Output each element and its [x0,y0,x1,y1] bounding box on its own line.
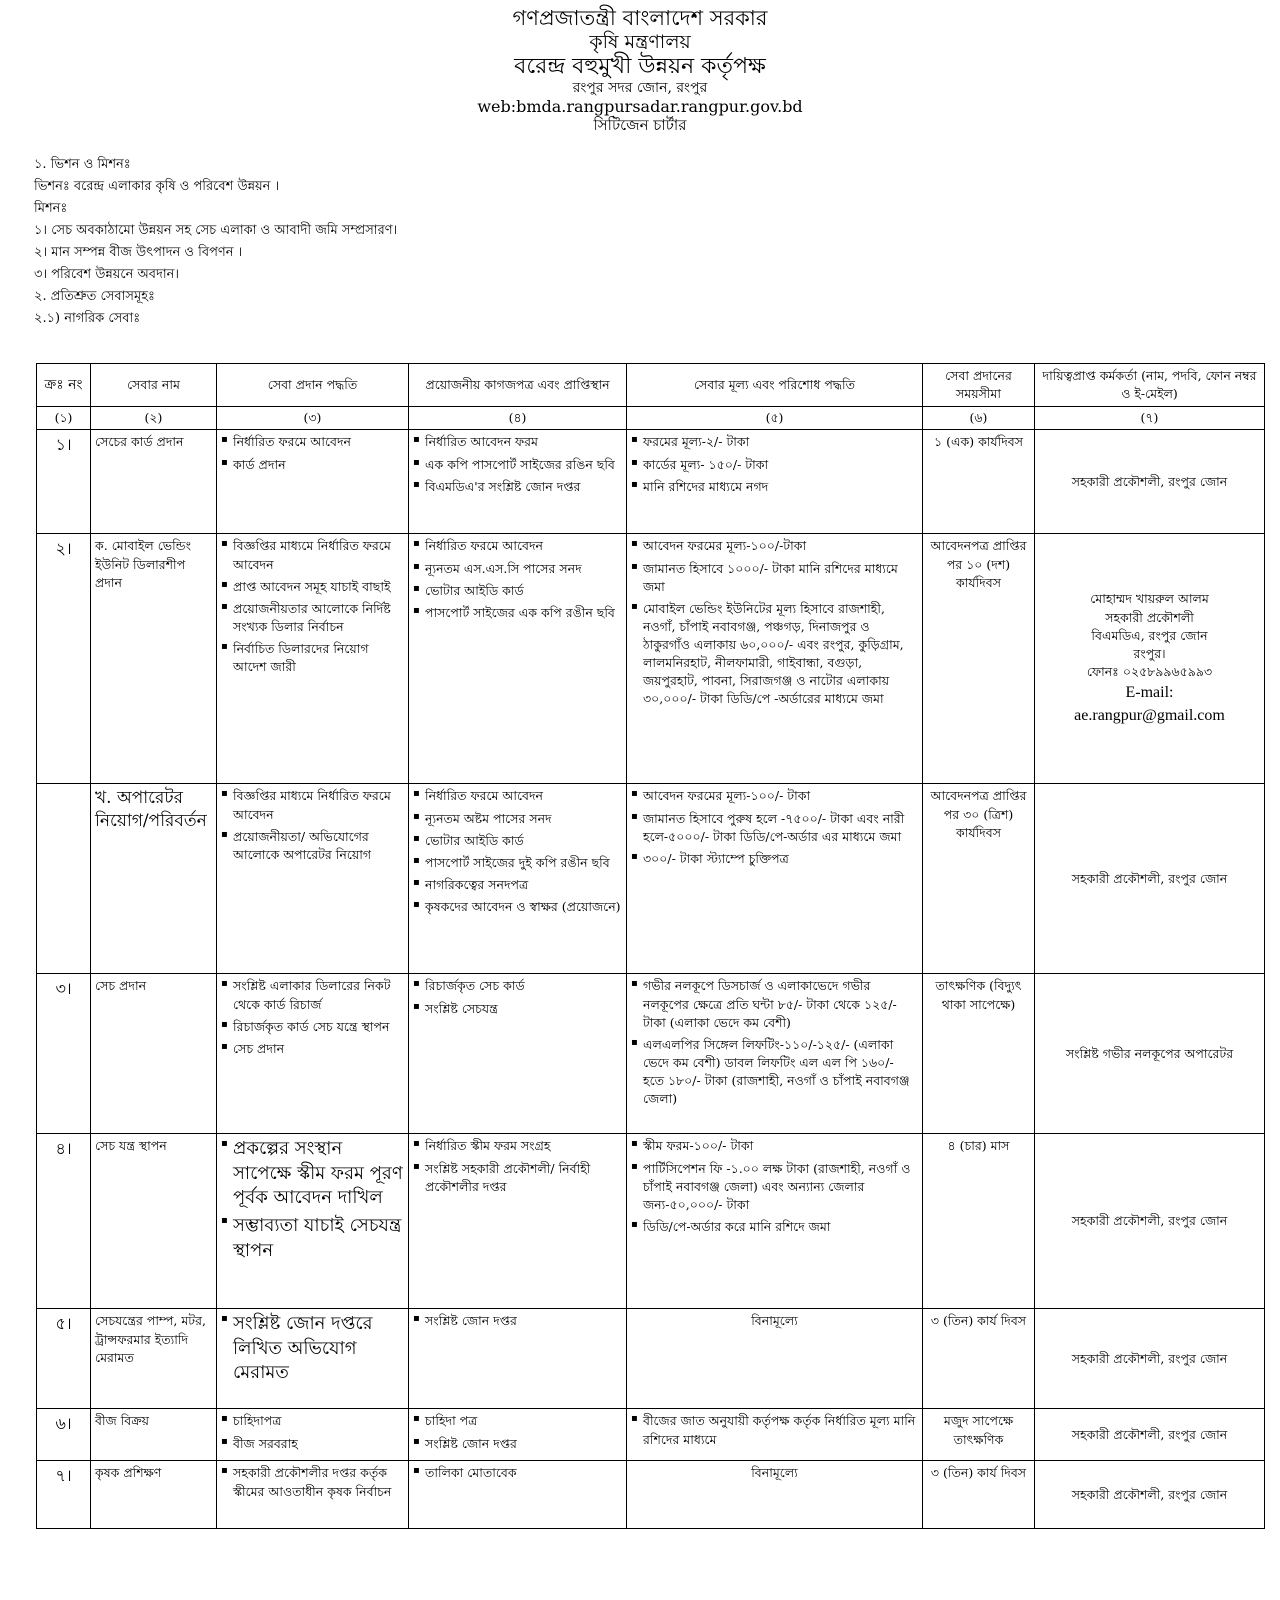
list-item: ▪ সংশ্লিষ্ট এলাকার ডিলারের নিকট থেকে কার্ড রিচার্জ [233,977,404,1013]
documents-cell [409,534,627,784]
list-item: ▪ ভোটার আইডি কার্ড [425,832,622,850]
vision-text: ভিশনঃ বরেন্দ্র এলাকার কৃষি ও পরিবেশ উন্নয়ন । [34,179,280,194]
list-item: ▪ বিজ্ঞপ্তির মাধ্যমে নির্ধারিত ফরমে আবেদন [233,787,404,823]
officer-designation: সহকারী প্রকৌশলী [1105,609,1194,625]
documents-cell [409,1309,627,1409]
list-item: ▪ নাগরিকত্বের সনদপত্র [425,876,622,894]
fee-cell [627,1134,923,1309]
table-row [37,784,1265,974]
list-item: ▪ ন্যূনতম এস.এস.সি পাসের সনদ [425,560,622,578]
officer-city: রংপুর। [1133,645,1166,661]
list-item: ▪ চাহিদা পত্র [425,1412,622,1430]
vision-mission-heading: ১. ভিশন ও মিশনঃ [34,157,131,172]
list-item: ▪ গভীর নলকূপে ডিসচার্জ ও এলাকাভেদে গভীর নলকূপের ক্ষেত্রে প্রতি ঘন্টা ৮৫/- টাকা থেকে ১২৫/- টাকা (এলাকা ভেদে কম বেশী) [643,977,918,1031]
list-item: ▪ মানি রশিদের মাধ্যমে নগদ [643,478,918,496]
list-item: ▪ নির্বাচিত ডিলারদের নিয়োগ আদেশ জারী [233,640,404,676]
list-item: ▪ ডিডি/পে-অর্ডার করে মানি রশিদে জমা [643,1218,918,1236]
serial-cell: ৭। [37,1461,91,1529]
list-item: ▪ জামানত হিসাবে পুরুষ হলে -৭৫০০/- টাকা এবং নারী হলে-৫০০০/- টাকা ডিডি/পে-অর্ডার এর মাধ্যমে জমা [643,810,918,846]
method-cell [217,1134,409,1309]
serial-cell: ৩। [37,974,91,1134]
officer-name: মোহাম্মদ খায়রুল আলম [1090,591,1209,607]
zone-name: রংপুর সদর জোন, রংপুর [572,80,708,97]
time-limit-cell: ৪ (চার) মাস [923,1134,1035,1309]
fee-cell [627,534,923,784]
list-item: ▪ সংশ্লিষ্ট জোন দপ্তর [425,1312,622,1330]
service-name-cell: বীজ বিক্রয় [91,1409,217,1461]
list-item: ▪ মোবাইল ভেন্ডিং ইউনিটের মূল্য হিসাবে রাজশাহী, নওগাঁ, চাঁপাই নবাবগঞ্জ, পঞ্চগড়, দিনাজপুর ও ঠাকুরগাঁও এলাকায় ৬০,০০০/- এবং রংপুর, কুড়িগ্রাম, লালমনিরহাট, নীলফামারী, গাইবান্ধা, বগুড়া, জয়পুরহাট, পাবনা, সিরাজগঞ্জ ও নাটোর এলাকায় ৩০,০০০/- টাকা ডিডি/পে -অর্ডারের মাধ্যমে জমা [643,600,918,709]
table-row [37,1409,1265,1461]
documents-cell [409,1134,627,1309]
list-item: ▪ নির্ধারিত আবেদন ফরম [425,433,622,451]
mission-item: ৩। পরিবেশ উন্নয়নে অবদান। [34,267,180,282]
fee-cell [627,974,923,1134]
list-item: ▪ সহকারী প্রকৌশলীর দপ্তর কর্তৃক স্কীমের আওতাধীন কৃষক নির্বাচন [233,1464,404,1500]
intro-section [34,154,397,330]
govt-name: গণপ্রজাতন্ত্রী বাংলাদেশ সরকার [512,6,768,30]
officer-cell: সহকারী প্রকৌশলী, রংপুর জোন [1035,784,1265,974]
table-header-row [37,364,1265,407]
officer-contact-cell [1035,534,1265,784]
time-limit-cell: আবেদনপত্র প্রাপ্তির পর ৩০ (ত্রিশ) কার্যদিবস [923,784,1035,974]
mission-item: ১। সেচ অবকাঠামো উন্নয়ন সহ সেচ এলাকা ও আবাদী জমি সম্প্রসারণ। [34,223,398,238]
service-name-cell: ক. মোবাইল ভেন্ডিং ইউনিট ডিলারশীপ প্রদান [91,534,217,784]
list-item: ▪ পাসপোর্ট সাইজের দুই কপি রঙীন ছবি [425,854,622,872]
officer-cell: সহকারী প্রকৌশলী, রংপুর জোন [1035,1134,1265,1309]
list-item: ▪ নির্ধারিত স্কীম ফরম সংগ্রহ [425,1137,622,1155]
method-cell [217,1409,409,1461]
time-limit-cell: ৩ (তিন) কার্য দিবস [923,1309,1035,1409]
list-item: ▪ সংশ্লিষ্ট জোন দপ্তর [425,1435,622,1453]
header-officer: দায়িত্বপ্রাপ্ত কর্মকর্তা (নাম, পদবি, ফোন নম্বর ও ই-মেইল) [1035,364,1265,407]
list-item: ▪ সেচ প্রদান [233,1040,404,1058]
list-item: ▪ বিএমডিএ'র সংশ্লিষ্ট জোন দপ্তর [425,478,622,496]
method-cell [217,784,409,974]
column-number: (৪) [409,407,627,430]
table-row [37,534,1265,784]
authority-name: বরেন্দ্র বহুমুখী উন্নয়ন কর্তৃপক্ষ [514,53,766,79]
fee-cell [627,784,923,974]
column-number: (৬) [923,407,1035,430]
service-name-cell: খ. অপারেটর নিয়োগ/পরিবর্তন [91,784,217,974]
serial-cell: ৪। [37,1134,91,1309]
serial-cell [37,784,91,974]
list-item: ▪ প্রয়োজনীয়তা/ অভিযোগের আলোকে অপারেটর নিয়োগ [233,828,404,864]
serial-cell: ১। [37,430,91,534]
mission-label: মিশনঃ [34,201,68,216]
method-cell [217,974,409,1134]
time-limit-cell: আবেদনপত্র প্রাপ্তির পর ১০ (দশ) কার্যদিবস [923,534,1035,784]
column-number-row [37,407,1265,430]
method-cell [217,1309,409,1409]
documents-cell [409,1409,627,1461]
officer-email: ae.rangpur@gmail.com [1074,707,1225,725]
list-item: ▪ ফরমের মূল্য-২/- টাকা [643,433,918,451]
time-limit-cell: মজুদ সাপেক্ষে তাৎক্ষণিক [923,1409,1035,1461]
list-item: ▪ নির্ধারিত ফরমে আবেদন [233,433,404,451]
officer-cell: সহকারী প্রকৌশলী, রংপুর জোন [1035,430,1265,534]
documents-cell [409,430,627,534]
citizen-services-heading: ২.১) নাগরিক সেবাঃ [34,311,141,326]
list-item: ▪ এলএলপির সিঙ্গেল লিফটিং-১১০/-১২৫/- (এলাকা ভেদে কম বেশী) ডাবল লিফটিং এল এল পি ১৬০/- হতে ১৮০/- টাকা (রাজশাহী, নওগাঁ ও চাঁপাই নবাবগঞ্জ জেলা) [643,1036,918,1109]
column-number: (১) [37,407,91,430]
service-name-cell: সেচ যন্ত্র স্থাপন [91,1134,217,1309]
list-item: ▪ রিচার্জকৃত কার্ড সেচ যন্ত্রে স্থাপন [233,1018,404,1036]
list-item: ▪ কার্ডের মূল্য- ১৫০/- টাকা [643,456,918,474]
fee-cell: বিনামূল্যে [627,1309,923,1409]
email-label: E-mail: [1125,684,1174,701]
header-method: সেবা প্রদান পদ্ধতি [217,364,409,407]
fee-cell [627,430,923,534]
list-item: ▪ সম্ভাব্যতা যাচাই সেচযন্ত্র স্থাপন [233,1214,404,1263]
column-number: (৩) [217,407,409,430]
list-item: ▪ সংশ্লিষ্ট সহকারী প্রকৌশলী/ নির্বাহী প্রকৌশলীর দপ্তর [425,1160,622,1196]
method-cell [217,534,409,784]
list-item: ▪ বীজের জাত অনুযায়ী কর্তৃপক্ষ কর্তৃক নির্ধারিত মূল্য মানি রশিদের মাধ্যমে [643,1412,918,1448]
service-name-cell: সেচের কার্ড প্রদান [91,430,217,534]
column-number: (৫) [627,407,923,430]
header-time-limit: সেবা প্রদানের সময়সীমা [923,364,1035,407]
method-cell [217,1461,409,1529]
list-item: ▪ বীজ সরবরাহ [233,1435,404,1453]
header-fee: সেবার মূল্য এবং পরিশোধ পদ্ধতি [627,364,923,407]
documents-cell [409,1461,627,1529]
officer-office: বিএমডিএ, রংপুর জোন [1091,627,1208,643]
list-item: ▪ রিচার্জকৃত সেচ কার্ড [425,977,622,995]
table-row [37,974,1265,1134]
list-item: ▪ সংশ্লিষ্ট সেচযন্ত্র [425,1000,622,1018]
list-item: ▪ পার্টিসিপেশন ফি -১.০০ লক্ষ টাকা (রাজশাহী, নওগাঁ ও চাঁপাই নবাবগঞ্জ জেলা) এবং অন্যান্য জেলার জন্য-৫০,০০০/- টাকা [643,1160,918,1214]
website: web:bmda.rangpursadar.rangpur.gov.bd [477,97,803,117]
documents-cell [409,784,627,974]
officer-cell: সংশ্লিষ্ট গভীর নলকূপের অপারেটর [1035,974,1265,1134]
fee-cell [627,1409,923,1461]
document-title: সিটিজেন চার্টার [593,116,687,135]
officer-phone: ফোনঃ ০২৫৮৯৯৬৫৯৯৩ [1086,663,1213,679]
serial-cell: ৬। [37,1409,91,1461]
list-item: ▪ পাসপোর্ট সাইজের এক কপি রঙীন ছবি [425,604,622,622]
header-service-name: সেবার নাম [91,364,217,407]
list-item: ▪ সংশ্লিষ্ট জোন দপ্তরে লিখিত অভিযোগ মেরামত [233,1312,404,1385]
time-limit-cell: ৩ (তিন) কার্য দিবস [923,1461,1035,1529]
table-row [37,1134,1265,1309]
list-item: ▪ বিজ্ঞপ্তির মাধ্যমে নির্ধারিত ফরমে আবেদন [233,537,404,573]
list-item: ▪ ন্যূনতম অষ্টম পাসের সনদ [425,810,622,828]
service-name-cell: সেচ প্রদান [91,974,217,1134]
officer-cell: সহকারী প্রকৌশলী, রংপুর জোন [1035,1309,1265,1409]
serial-cell: ৫। [37,1309,91,1409]
list-item: ▪ কার্ড প্রদান [233,456,404,474]
documents-cell [409,974,627,1134]
list-item: ▪ চাহিদাপত্র [233,1412,404,1430]
header-serial: ক্রঃ নং [37,364,91,407]
list-item: ▪ নির্ধারিত ফরমে আবেদন [425,537,622,555]
mission-item: ২। মান সম্পন্ন বীজ উৎপাদন ও বিপণন । [34,245,243,260]
list-item: ▪ আবেদন ফরমের মূল্য-১০০/-টাকা [643,537,918,555]
method-cell [217,430,409,534]
list-item: ▪ ভোটার আইডি কার্ড [425,582,622,600]
citizen-charter-table [36,363,1265,1529]
list-item: ▪ জামানত হিসাবে ১০০০/- টাকা মানি রশিদের মাধ্যমে জমা [643,560,918,596]
list-item: ▪ এক কপি পাসপোর্ট সাইজের রঙিন ছবি [425,456,622,474]
header-documents: প্রয়োজনীয় কাগজপত্র এবং প্রাপ্তিস্থান [409,364,627,407]
table-row [37,430,1265,534]
ministry-name: কৃষি মন্ত্রণালয় [589,31,691,54]
fee-cell: বিনামূল্যে [627,1461,923,1529]
serial-cell: ২। [37,534,91,784]
table-row [37,1461,1265,1529]
officer-cell: সহকারী প্রকৌশলী, রংপুর জোন [1035,1409,1265,1461]
time-limit-cell: ১ (এক) কার্যদিবস [923,430,1035,534]
list-item: ▪ প্রকল্পের সংস্থান সাপেক্ষে স্কীম ফরম পূরণ পূর্বক আবেদন দাখিল [233,1137,404,1210]
time-limit-cell: তাৎক্ষণিক (বিদ্যুৎ থাকা সাপেক্ষে) [923,974,1035,1134]
document-header [0,6,1280,134]
services-heading: ২. প্রতিশ্রুত সেবাসমূহঃ [34,289,155,304]
list-item: ▪ আবেদন ফরমের মূল্য-১০০/- টাকা [643,787,918,805]
list-item: ▪ ৩০০/- টাকা স্ট্যাম্পে চুক্তিপত্র [643,850,918,868]
list-item: ▪ স্কীম ফরম-১০০/- টাকা [643,1137,918,1155]
list-item: ▪ প্রয়োজনীয়তার আলোকে নির্দিষ্ট সংখ্যক ডিলার নির্বাচন [233,600,404,636]
service-name-cell: সেচযন্ত্রের পাম্প, মটর, ট্রান্সফরমার ইত্যাদি মেরামত [91,1309,217,1409]
officer-cell: সহকারী প্রকৌশলী, রংপুর জোন [1035,1461,1265,1529]
list-item: ▪ প্রাপ্ত আবেদন সমূহ যাচাই বাছাই [233,578,404,596]
list-item: ▪ তালিকা মোতাবেক [425,1464,622,1482]
column-number: (৭) [1035,407,1265,430]
column-number: (২) [91,407,217,430]
table-row [37,1309,1265,1409]
list-item: ▪ নির্ধারিত ফরমে আবেদন [425,787,622,805]
list-item: ▪ কৃষকদের আবেদন ও স্বাক্ষর (প্রয়োজনে) [425,898,622,916]
service-name-cell: কৃষক প্রশিক্ষণ [91,1461,217,1529]
